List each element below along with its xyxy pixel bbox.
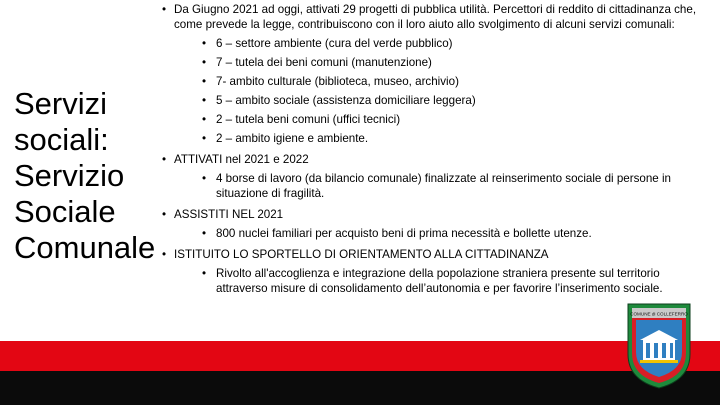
sub-bullet: • 7- ambito culturale (biblioteca, museo, archivio): [174, 74, 708, 89]
sub-bullet: • 800 nuclei familiari per acquisto beni di prima necessità e bollette utenze.: [174, 226, 708, 241]
sub-bullet: • 5 – ambito sociale (assistenza domiciliare leggera): [174, 93, 708, 108]
bullet-text: • Da Giugno 2021 ad oggi, attivati 29 progetti di pubblica utilità. Percettori di reddito di cittadinanza che, come prevede la legge, contribuiscono con il loro aiuto allo svolgimento di alcuni servizi comunali:: [174, 3, 697, 31]
title-line: Servizi: [14, 86, 108, 121]
crest-label: COMUNE di COLLEFERRO: [630, 311, 688, 317]
sub-bullet: • Rivolto all'accoglienza e integrazione della popolazione straniera presente sul territorio attraverso misure di consolidamento dell’autonomia e per favorire l’inserimento sociale.: [174, 266, 708, 296]
sub-bullet: • 2 – tutela beni comuni (uffici tecnici): [174, 112, 708, 127]
bullet-projects: [160, 2, 708, 146]
bullet-assisted: [160, 207, 708, 241]
bullet-text: • ISTITUITO LO SPORTELLO DI ORIENTAMENTO ALLA CITTADINANZA: [174, 248, 549, 261]
sub-bullet: • 4 borse di lavoro (da bilancio comunale) finalizzate al reinserimento sociale di persone in situazione di fragilità.: [174, 171, 708, 201]
sub-bullet: • 2 – ambito igiene e ambiente.: [174, 131, 708, 146]
title-line: Servizio: [14, 158, 125, 193]
footer-band-black: [0, 371, 720, 405]
sub-bullet: • 6 – settore ambiente (cura del verde pubblico): [174, 36, 708, 51]
bullet-text: • ASSISTITI NEL 2021: [174, 208, 284, 221]
bullet-text: • ATTIVATI nel 2021 e 2022: [174, 153, 309, 166]
title-line: Sociale: [14, 194, 116, 229]
title-line: sociali:: [14, 122, 109, 157]
footer-band-red: [0, 341, 720, 371]
title-line: Comunale: [14, 230, 156, 265]
bullet-help-desk: [160, 247, 708, 296]
colleferro-crest-logo: [626, 302, 692, 390]
slide-title: [14, 86, 164, 266]
sub-bullet: • 7 – tutela dei beni comuni (manutenzione): [174, 55, 708, 70]
bullet-activated: [160, 152, 708, 201]
bullet-list: [160, 2, 708, 302]
